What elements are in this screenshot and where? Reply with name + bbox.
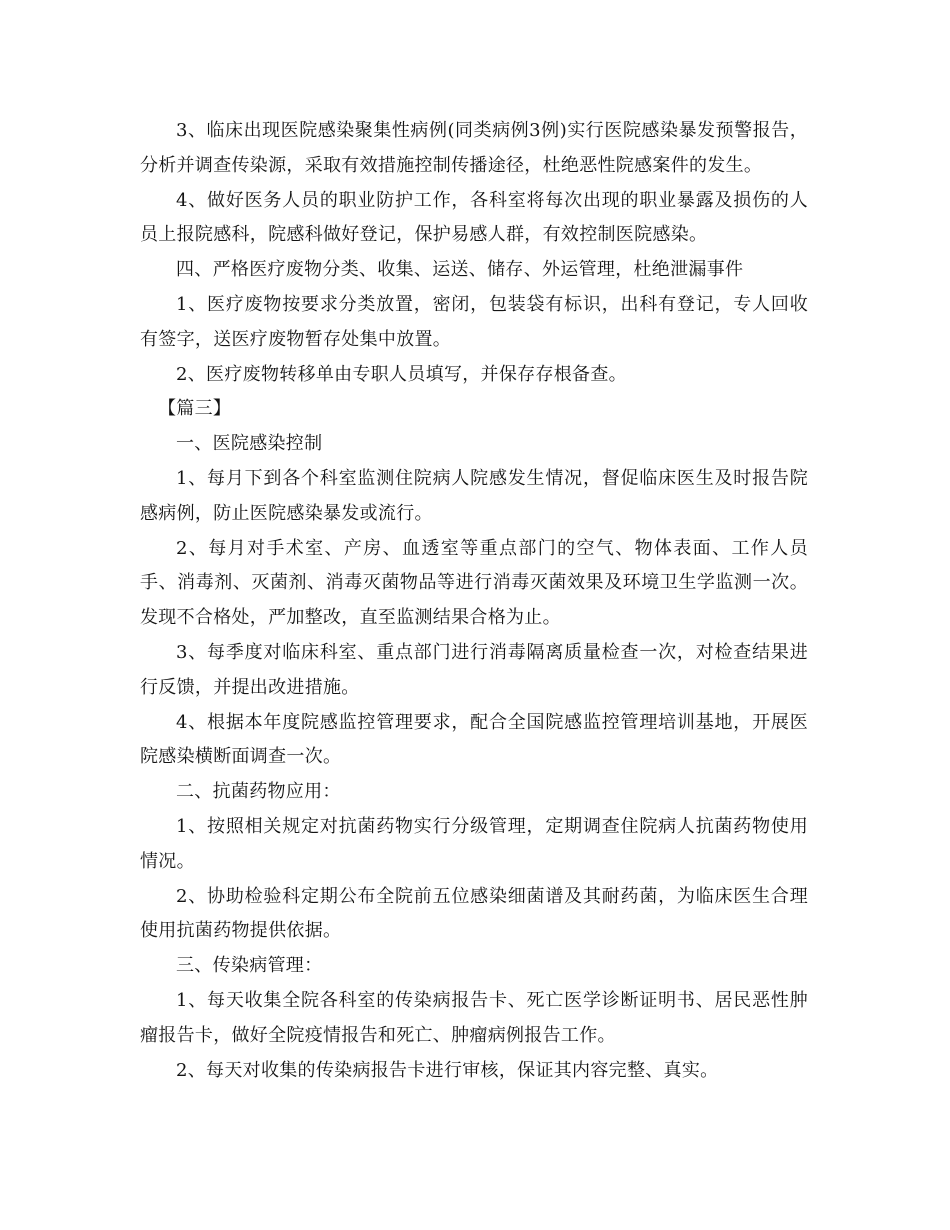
paragraph: 4、做好医务人员的职业防护工作，各科室将每次出现的职业暴露及损伤的人员上报院感科，院感科做好登记，保护易感人群，有效控制医院感染。: [140, 189, 808, 246]
paragraph: 3、临床出现医院感染聚集性病例(同类病例3例)实行医院感染暴发预警报告，分析并调查传染源，采取有效措施控制传播途径，杜绝恶性院感案件的发生。: [140, 120, 808, 176]
paragraph: 1、按照相关规定对抗菌药物实行分级管理，定期调查住院病人抗菌药物使用情况。: [140, 815, 808, 872]
paragraph: 2、医疗废物转移单由专职人员填写，并保存存根备查。: [176, 363, 627, 385]
section-heading: 一、医院感染控制: [176, 433, 323, 455]
document-body: [140, 114, 808, 1088]
section-heading: 三、传染病管理：: [176, 955, 323, 977]
part-heading: 【篇三】: [158, 398, 232, 420]
paragraph: 1、医疗废物按要求分类放置，密闭，包装袋有标识，出科有登记，专人回收有签字，送医疗废物暂存处集中放置。: [140, 293, 808, 350]
paragraph: 1、每月下到各个科室监测住院病人院感发生情况，督促临床医生及时报告院感病例，防止医院感染暴发或流行。: [140, 467, 808, 524]
paragraph: 3、每季度对临床科室、重点部门进行消毒隔离质量检查一次，对检查结果进行反馈，并提出改进措施。: [140, 641, 808, 698]
paragraph: 2、每天对收集的传染病报告卡进行审核，保证其内容完整、真实。: [176, 1059, 719, 1081]
section-heading: 二、抗菌药物应用：: [176, 781, 341, 803]
paragraph: 4、根据本年度院感监控管理要求，配合全国院感监控管理培训基地，开展医院感染横断面调查一次。: [140, 711, 808, 768]
paragraph: 2、每月对手术室、产房、血透室等重点部门的空气、物体表面、工作人员手、消毒剂、灭菌剂、消毒灭菌物品等进行消毒灭菌效果及环境卫生学监测一次。发现不合格处，严加整改，直至监测结果合格为止。: [140, 537, 808, 629]
paragraph: 2、协助检验科定期公布全院前五位感染细菌谱及其耐药菌，为临床医生合理使用抗菌药物提供依据。: [140, 885, 808, 942]
paragraph: 1、每天收集全院各科室的传染病报告卡、死亡医学诊断证明书、居民恶性肿瘤报告卡，做好全院疫情报告和死亡、肿瘤病例报告工作。: [140, 989, 808, 1046]
section-heading: 四、严格医疗废物分类、收集、运送、储存、外运管理，杜绝泄漏事件: [176, 259, 744, 281]
